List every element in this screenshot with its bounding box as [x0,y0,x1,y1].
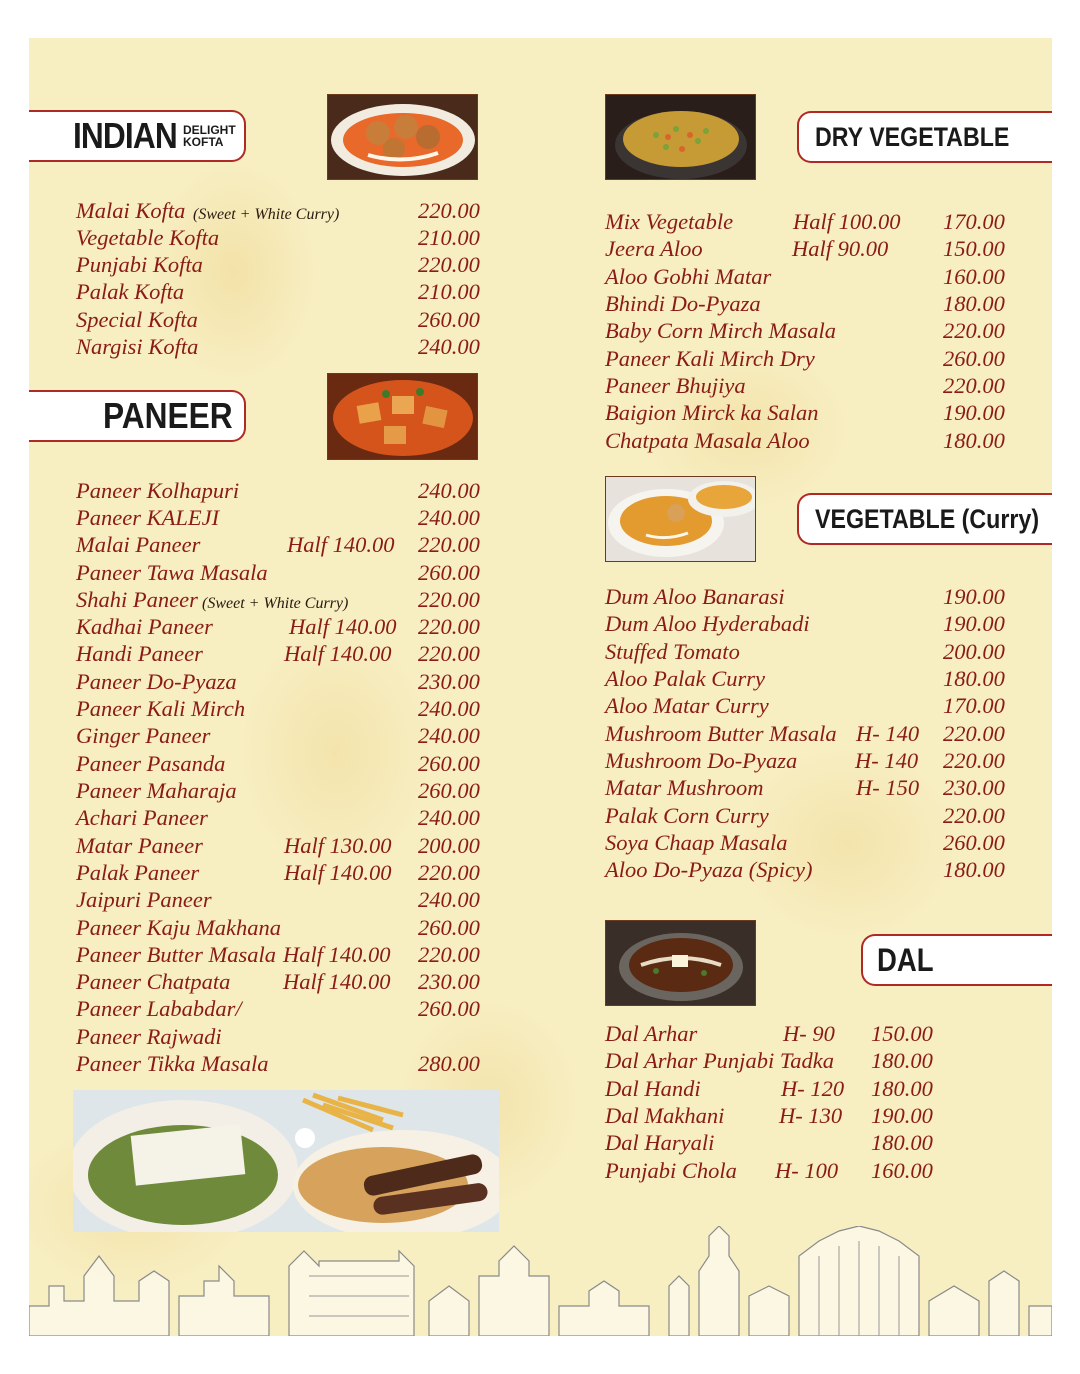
item-price: 180.00 [943,666,1005,691]
item-price: 240.00 [418,805,480,830]
dry-vegetable-photo [605,94,756,180]
item-name: Palak Paneer [76,860,200,885]
item-price: 260.00 [418,307,480,332]
kofta-title-small-2: KOFTA [183,135,224,149]
item-price: 220.00 [418,198,480,223]
dry-vegetable-title: DRY VEGETABLE [815,121,1010,152]
item-name: Nargisi Kofta [76,334,199,359]
kofta-title-small [183,124,236,148]
item-price: 150.00 [871,1021,933,1046]
item-note: (Sweet + White Curry) [193,206,340,223]
vegetable-curry-title: VEGETABLE (Curry) [815,503,1040,534]
kofta-title-big: INDIAN [73,115,177,156]
item-name: Palak Kofta [76,279,185,304]
item-name: Matar Paneer [76,833,203,858]
item-name: Vegetable Kofta [76,225,220,250]
item-name: Paneer Tawa Masala [76,560,268,585]
item-name: Soya Chaap Masala [605,830,788,855]
item-half-price: Half 140.00 [283,969,391,994]
item-name: Paneer Chatpata [76,969,231,994]
item-name: Baby Corn Mirch Masala [605,318,837,343]
item-price: 240.00 [418,478,480,503]
item-half-price: Half 140.00 [283,942,391,967]
item-name: Aloo Palak Curry [605,666,765,691]
item-price: 180.00 [943,291,1005,316]
item-price: 220.00 [418,252,480,277]
city-skyline-illustration [29,1226,1052,1336]
item-name: Paneer Lababdar/ [76,996,242,1021]
item-price: 220.00 [418,532,480,557]
item-price: 210.00 [418,279,480,304]
item-half-price: H- 120 [781,1076,845,1101]
item-name: Jaipuri Paneer [76,887,212,912]
dal-title: DAL [877,941,934,978]
item-price: 210.00 [418,225,480,250]
item-note: (Sweet + White Curry) [202,595,349,612]
paneer-title: PANEER [103,395,233,436]
item-name: Paneer Kali Mirch Dry [605,346,815,371]
item-price: 220.00 [943,373,1005,398]
menu-page [29,38,1052,1336]
item-price: 220.00 [943,318,1005,343]
dal-photo [605,920,756,1006]
item-half-price: H- 140 [855,748,919,773]
item-price: 260.00 [418,778,480,803]
item-price: 200.00 [418,833,480,858]
item-price: 220.00 [418,942,480,967]
item-half-price: Half 140.00 [284,860,392,885]
item-price: 150.00 [943,236,1005,261]
item-half-price: H- 90 [783,1021,835,1046]
item-price: 220.00 [943,803,1005,828]
item-price: 240.00 [418,505,480,530]
item-price: 230.00 [418,969,480,994]
item-name: Paneer Rajwadi [76,1024,222,1049]
item-name: Dal Arhar Punjabi Tadka [605,1048,834,1073]
item-name: Paneer Kaju Makhana [76,915,281,940]
kofta-photo [327,94,478,180]
item-name: Baigion Mirck ka Salan [605,400,819,425]
item-name: Paneer Pasanda [76,751,226,776]
platter-photo [73,1090,499,1232]
item-price: 260.00 [418,560,480,585]
item-name: Dal Makhani [605,1103,725,1128]
item-name: Stuffed Tomato [605,639,740,664]
item-half-price: Half 100.00 [793,209,901,234]
item-price: 190.00 [871,1103,933,1128]
item-name: Punjabi Chola [605,1158,737,1183]
item-half-price: H- 130 [779,1103,843,1128]
item-name: Paneer Bhujiya [605,373,746,398]
item-price: 190.00 [943,400,1005,425]
item-price: 240.00 [418,696,480,721]
item-half-price: Half 90.00 [792,236,889,261]
item-price: 230.00 [418,669,480,694]
dal-section-header [861,934,1052,986]
item-half-price: Half 140.00 [287,532,395,557]
item-name: Paneer KALEJI [76,505,220,530]
item-name: Dum Aloo Banarasi [605,584,785,609]
paneer-section-header [29,390,246,442]
item-price: 180.00 [871,1076,933,1101]
item-name: Matar Mushroom [605,775,764,800]
item-price: 190.00 [943,584,1005,609]
item-name: Special Kofta [76,307,198,332]
item-price: 180.00 [871,1130,933,1155]
item-name: Aloo Matar Curry [605,693,769,718]
item-name: Malai Kofta [76,198,186,223]
item-name: Mushroom Do-Pyaza [605,748,798,773]
item-price: 260.00 [943,830,1005,855]
item-name: Punjabi Kofta [76,252,203,277]
vegetable-curry-photo [605,476,756,562]
item-price: 190.00 [943,611,1005,636]
item-name: Malai Paneer [76,532,201,557]
kofta-section-header [29,110,246,162]
item-name: Paneer Maharaja [76,778,237,803]
item-name: Paneer Do-Pyaza [76,669,237,694]
item-name: Kadhai Paneer [76,614,213,639]
item-half-price: Half 130.00 [284,833,392,858]
item-name: Chatpata Masala Aloo [605,428,810,453]
item-price: 170.00 [943,693,1005,718]
item-name: Palak Corn Curry [605,803,769,828]
item-half-price: Half 140.00 [284,641,392,666]
item-price: 220.00 [943,721,1005,746]
item-price: 220.00 [943,748,1005,773]
item-price: 260.00 [943,346,1005,371]
item-price: 220.00 [418,587,480,612]
item-price: 160.00 [943,264,1005,289]
item-name: Mushroom Butter Masala [605,721,837,746]
item-half-price: Half 140.00 [289,614,397,639]
item-name: Shahi Paneer [76,587,198,612]
item-price: 170.00 [943,209,1005,234]
item-name: Ginger Paneer [76,723,211,748]
kofta-title-small-1: DELIGHT [183,123,236,137]
item-name: Handi Paneer [76,641,203,666]
item-price: 220.00 [418,641,480,666]
item-price: 180.00 [943,428,1005,453]
paneer-photo [327,373,478,460]
item-price: 240.00 [418,723,480,748]
item-price: 200.00 [943,639,1005,664]
vegetable-curry-section-header [797,493,1052,545]
item-price: 280.00 [418,1051,480,1076]
item-name: Mix Vegetable [605,209,734,234]
item-name: Bhindi Do-Pyaza [605,291,761,316]
item-name: Jeera Aloo [605,236,703,261]
item-name: Paneer Butter Masala [76,942,276,967]
item-name: Paneer Kolhapuri [76,478,240,503]
item-price: 180.00 [871,1048,933,1073]
dry-vegetable-section-header [797,111,1052,163]
item-price: 230.00 [943,775,1005,800]
item-price: 260.00 [418,996,480,1021]
item-half-price: H- 100 [775,1158,839,1183]
item-name: Achari Paneer [76,805,208,830]
item-price: 220.00 [418,614,480,639]
item-name: Dal Handi [605,1076,701,1101]
item-price: 220.00 [418,860,480,885]
item-name: Dum Aloo Hyderabadi [605,611,810,636]
item-name: Aloo Gobhi Matar [605,264,772,289]
item-price: 240.00 [418,334,480,359]
item-name: Dal Haryali [605,1130,715,1155]
item-price: 260.00 [418,915,480,940]
item-name: Aloo Do-Pyaza (Spicy) [605,857,813,882]
item-name: Dal Arhar [605,1021,698,1046]
item-price: 260.00 [418,751,480,776]
item-half-price: H- 140 [856,721,920,746]
item-half-price: H- 150 [856,775,920,800]
item-price: 240.00 [418,887,480,912]
item-price: 160.00 [871,1158,933,1183]
item-name: Paneer Kali Mirch [76,696,246,721]
item-name: Paneer Tikka Masala [76,1051,269,1076]
item-price: 180.00 [943,857,1005,882]
